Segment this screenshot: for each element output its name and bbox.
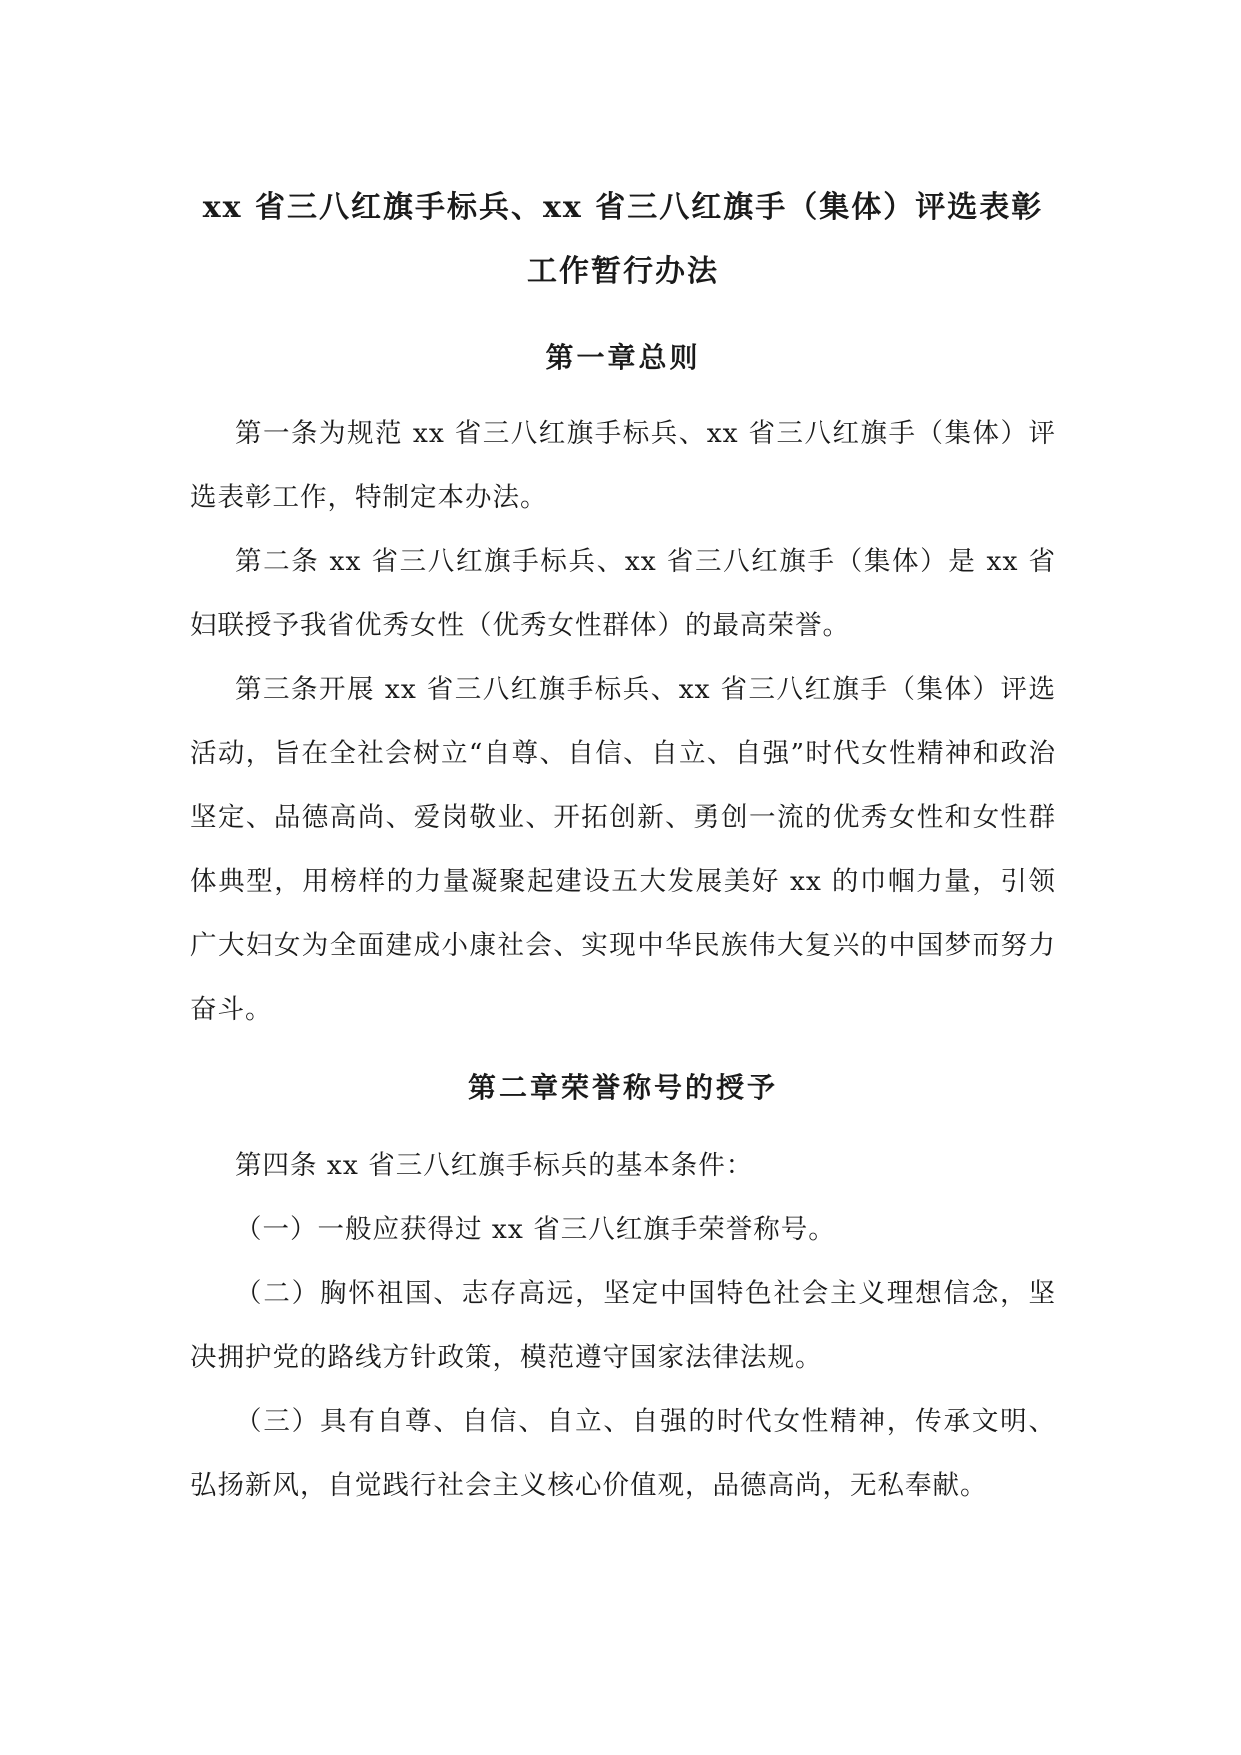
article-3-paragraph: 第三条开展 xx 省三八红旗手标兵、xx 省三八红旗手（集体）评选活动，旨在全社会树立“自尊、自信、自立、自强”时代女性精神和政治坚定、品德高尚、爱岗敬业、开拓创新、勇创一流的优秀女性和女性群体典型，用榜样的力量凝聚起建设五大发展美好 xx 的巾帼力量，引领广大妇女为全面建成小康社会、实现中华民族伟大复兴的中国梦而努力奋斗。 <box>190 674 1056 1025</box>
document-title-line-2: 工作暂行办法 <box>527 254 719 289</box>
article-1-paragraph: 第一条为规范 xx 省三八红旗手标兵、xx 省三八红旗手（集体）评选表彰工作，特制定本办法。 <box>190 418 1056 513</box>
article-2-paragraph: 第二条 xx 省三八红旗手标兵、xx 省三八红旗手（集体）是 xx 省妇联授予我省优秀女性（优秀女性群体）的最高荣誉。 <box>190 546 1056 641</box>
article-4-item-2: （二）胸怀祖国、志存高远，坚定中国特色社会主义理想信念，坚决拥护党的路线方针政策，模范遵守国家法律法规。 <box>190 1278 1056 1373</box>
article-4-paragraph: 第四条 xx 省三八红旗手标兵的基本条件： <box>235 1150 754 1181</box>
chapter-2-heading: 第二章荣誉称号的授予 <box>467 1071 778 1104</box>
article-4-item-3: （三）具有自尊、自信、自立、自强的时代女性精神，传承文明、弘扬新风，自觉践行社会主义核心价值观，品德高尚，无私奉献。 <box>190 1406 1056 1501</box>
document-title <box>190 176 1056 304</box>
chapter-1-heading: 第一章总则 <box>545 341 701 374</box>
document-body <box>190 176 1056 1518</box>
article-4-item-1: （一）一般应获得过 xx 省三八红旗手荣誉称号。 <box>235 1214 836 1245</box>
document-title-line-1: xx 省三八红旗手标兵、xx 省三八红旗手（集体）评选表彰 <box>202 190 1044 225</box>
